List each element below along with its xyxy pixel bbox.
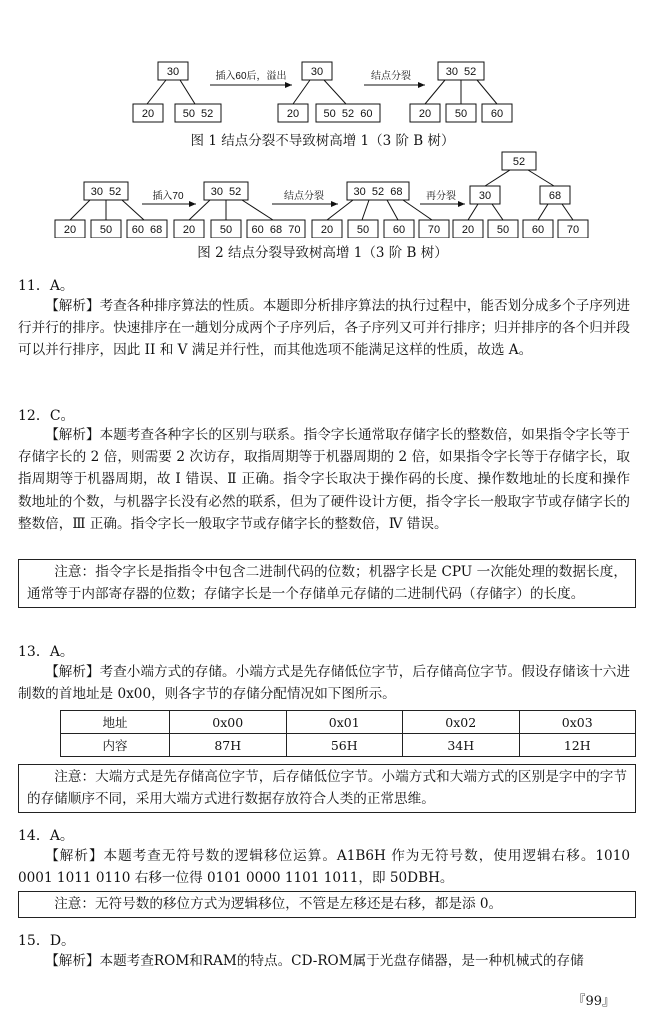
fig1-s2-leaf: 20 — [286, 108, 300, 120]
fig2-s3-root: 30 52 68 — [353, 186, 403, 198]
content-cell: 12H — [519, 734, 636, 757]
content-cell: 34H — [403, 734, 520, 757]
q12-answer-heading: 12．C。 — [18, 408, 75, 424]
figure-2-btree-diagram — [0, 150, 645, 238]
q11-answer-heading: 11．A。 — [18, 278, 74, 294]
figure-1-caption: 图 1 结点分裂不导致树高增 1（3 阶 B 树） — [190, 133, 455, 149]
little-endian-memory-table — [60, 710, 636, 757]
q14-answer-heading: 14．A。 — [18, 828, 74, 844]
table-row — [61, 734, 636, 757]
fig2-s4-leaf: 20 — [461, 224, 475, 236]
fig1-s3-root: 30 52 — [445, 66, 477, 78]
fig1-s1-root: 30 — [166, 66, 180, 78]
fig2-s3-leaf: 20 — [320, 224, 334, 236]
fig1-arrow1-label: 插入60后，溢出 — [215, 71, 287, 82]
fig2-arrow2-label: 结点分裂 — [284, 191, 324, 202]
fig2-s4-leaf: 70 — [566, 224, 580, 236]
content-cell: 56H — [286, 734, 403, 757]
q11-explanation: 【解析】考查各种排序算法的性质。本题即分析排序算法的执行过程中，能否划分成多个子序列进行并行的排序。快速排序在一趟划分成两个子序列后，各子序列又可并行排序；归并排序的各个归并段可以并行排序，因此 II 和 V 满足并行性，而其他选项不能满足这样的性质，故选 A。 — [18, 298, 630, 359]
address-cell: 0x02 — [403, 711, 520, 734]
address-cell: 0x00 — [170, 711, 287, 734]
fig2-s1-root: 30 52 — [90, 186, 122, 198]
q14-note-box: 注意：无符号数的移位方式为逻辑移位，不管是左移还是右移，都是添 0。 — [18, 891, 636, 918]
q12-note-box: 注意：指令字长是指指令中包含二进制代码的位数；机器字长是 CPU 一次能处理的数据长度，通常等于内部寄存器的位数；存储字长是一个存储单元存储的二进制代码（存储字）的长度。 — [18, 559, 636, 608]
figure-1-btree-diagram — [0, 58, 645, 126]
fig2-arrow1-label: 插入70 — [152, 191, 184, 202]
q13-answer-heading: 13．A。 — [18, 644, 74, 660]
fig2-s2-leaf: 20 — [182, 224, 196, 236]
fig2-s2-root: 30 52 — [210, 186, 242, 198]
address-cell: 0x01 — [286, 711, 403, 734]
q14-explanation: 【解析】本题考查无符号数的逻辑移位运算。A1B6H 作为无符号数，使用逻辑右移。1010 0001 1011 0110 右移一位得 0101 0000 1101 1011，即 50DBH。 — [18, 848, 630, 887]
figure-2-caption: 图 2 结点分裂导致树高增 1（3 阶 B 树） — [197, 245, 448, 261]
fig1-s3-leaf: 60 — [490, 108, 504, 120]
page-number: 『99』 — [572, 994, 615, 1009]
fig2-s4-top: 52 — [512, 156, 526, 168]
fig2-s3-leaf: 50 — [356, 224, 370, 236]
fig2-s4-left: 30 — [478, 190, 492, 202]
fig1-s2-leaf: 50 52 60 — [323, 108, 373, 120]
fig2-s3-leaf: 70 — [427, 224, 441, 236]
fig2-s4-right: 68 — [548, 190, 562, 202]
fig2-s4-leaf: 50 — [496, 224, 510, 236]
fig1-s1-leaf: 50 52 — [182, 108, 214, 120]
fig1-s3-leaf: 20 — [418, 108, 432, 120]
table-row — [61, 711, 636, 734]
q13-note-box: 注意：大端方式是先存储高位字节，后存储低位字节。小端方式和大端方式的区别是字中的字节的存储顺序不同，采用大端方式进行数据存放符合人类的正常思维。 — [18, 764, 636, 813]
fig1-s3-leaf: 50 — [454, 108, 468, 120]
fig2-s1-leaf: 20 — [63, 224, 77, 236]
address-cell: 0x03 — [519, 711, 636, 734]
fig2-s1-leaf: 60 68 — [131, 224, 163, 236]
fig2-s1-leaf: 50 — [99, 224, 113, 236]
fig1-s1-leaf: 20 — [141, 108, 155, 120]
fig2-s4-leaf: 60 — [531, 224, 545, 236]
fig1-arrow2-label: 结点分裂 — [371, 71, 411, 82]
q15-explanation: 【解析】本题考查ROM和RAM的特点。CD-ROM属于光盘存储器，是一种机械式的存储 — [45, 953, 584, 969]
q13-explanation: 【解析】考查小端方式的存储。小端方式是先存储低位字节，后存储高位字节。假设存储该十六进制数的首地址是 0x00，则各字节的存储分配情况如下图所示。 — [18, 664, 630, 703]
row-label-content: 内容 — [61, 734, 170, 757]
fig2-arrow3-label: 再分裂 — [426, 191, 456, 202]
q12-explanation: 【解析】本题考查各种字长的区别与联系。指令字长通常取存储字长的整数倍，如果指令字长等于存储字长的 2 倍，则需要 2 次访存，取指周期等于机器周期的 2 倍，如果指令字长等于存储字长，取指周期等于机器周期，故 Ⅰ 错误、Ⅱ 正确。指令字长取决于操作码的长度、操作数地址的长度和操作数地址的个数，与机器字长没有必然的联系，但为了硬件设计方便，指令字长一般取字节或存储字长的整数倍，Ⅲ 正确。指令字长一般取字节或存储字长的整数倍，Ⅳ 错误。 — [18, 427, 630, 532]
fig2-s3-leaf: 60 — [392, 224, 406, 236]
content-cell: 87H — [170, 734, 287, 757]
q15-answer-heading: 15．D。 — [18, 933, 76, 949]
fig2-s2-leaf: 50 — [219, 224, 233, 236]
fig2-s2-leaf: 60 68 70 — [251, 224, 301, 236]
row-label-address: 地址 — [61, 711, 170, 734]
fig1-s2-root: 30 — [310, 66, 324, 78]
